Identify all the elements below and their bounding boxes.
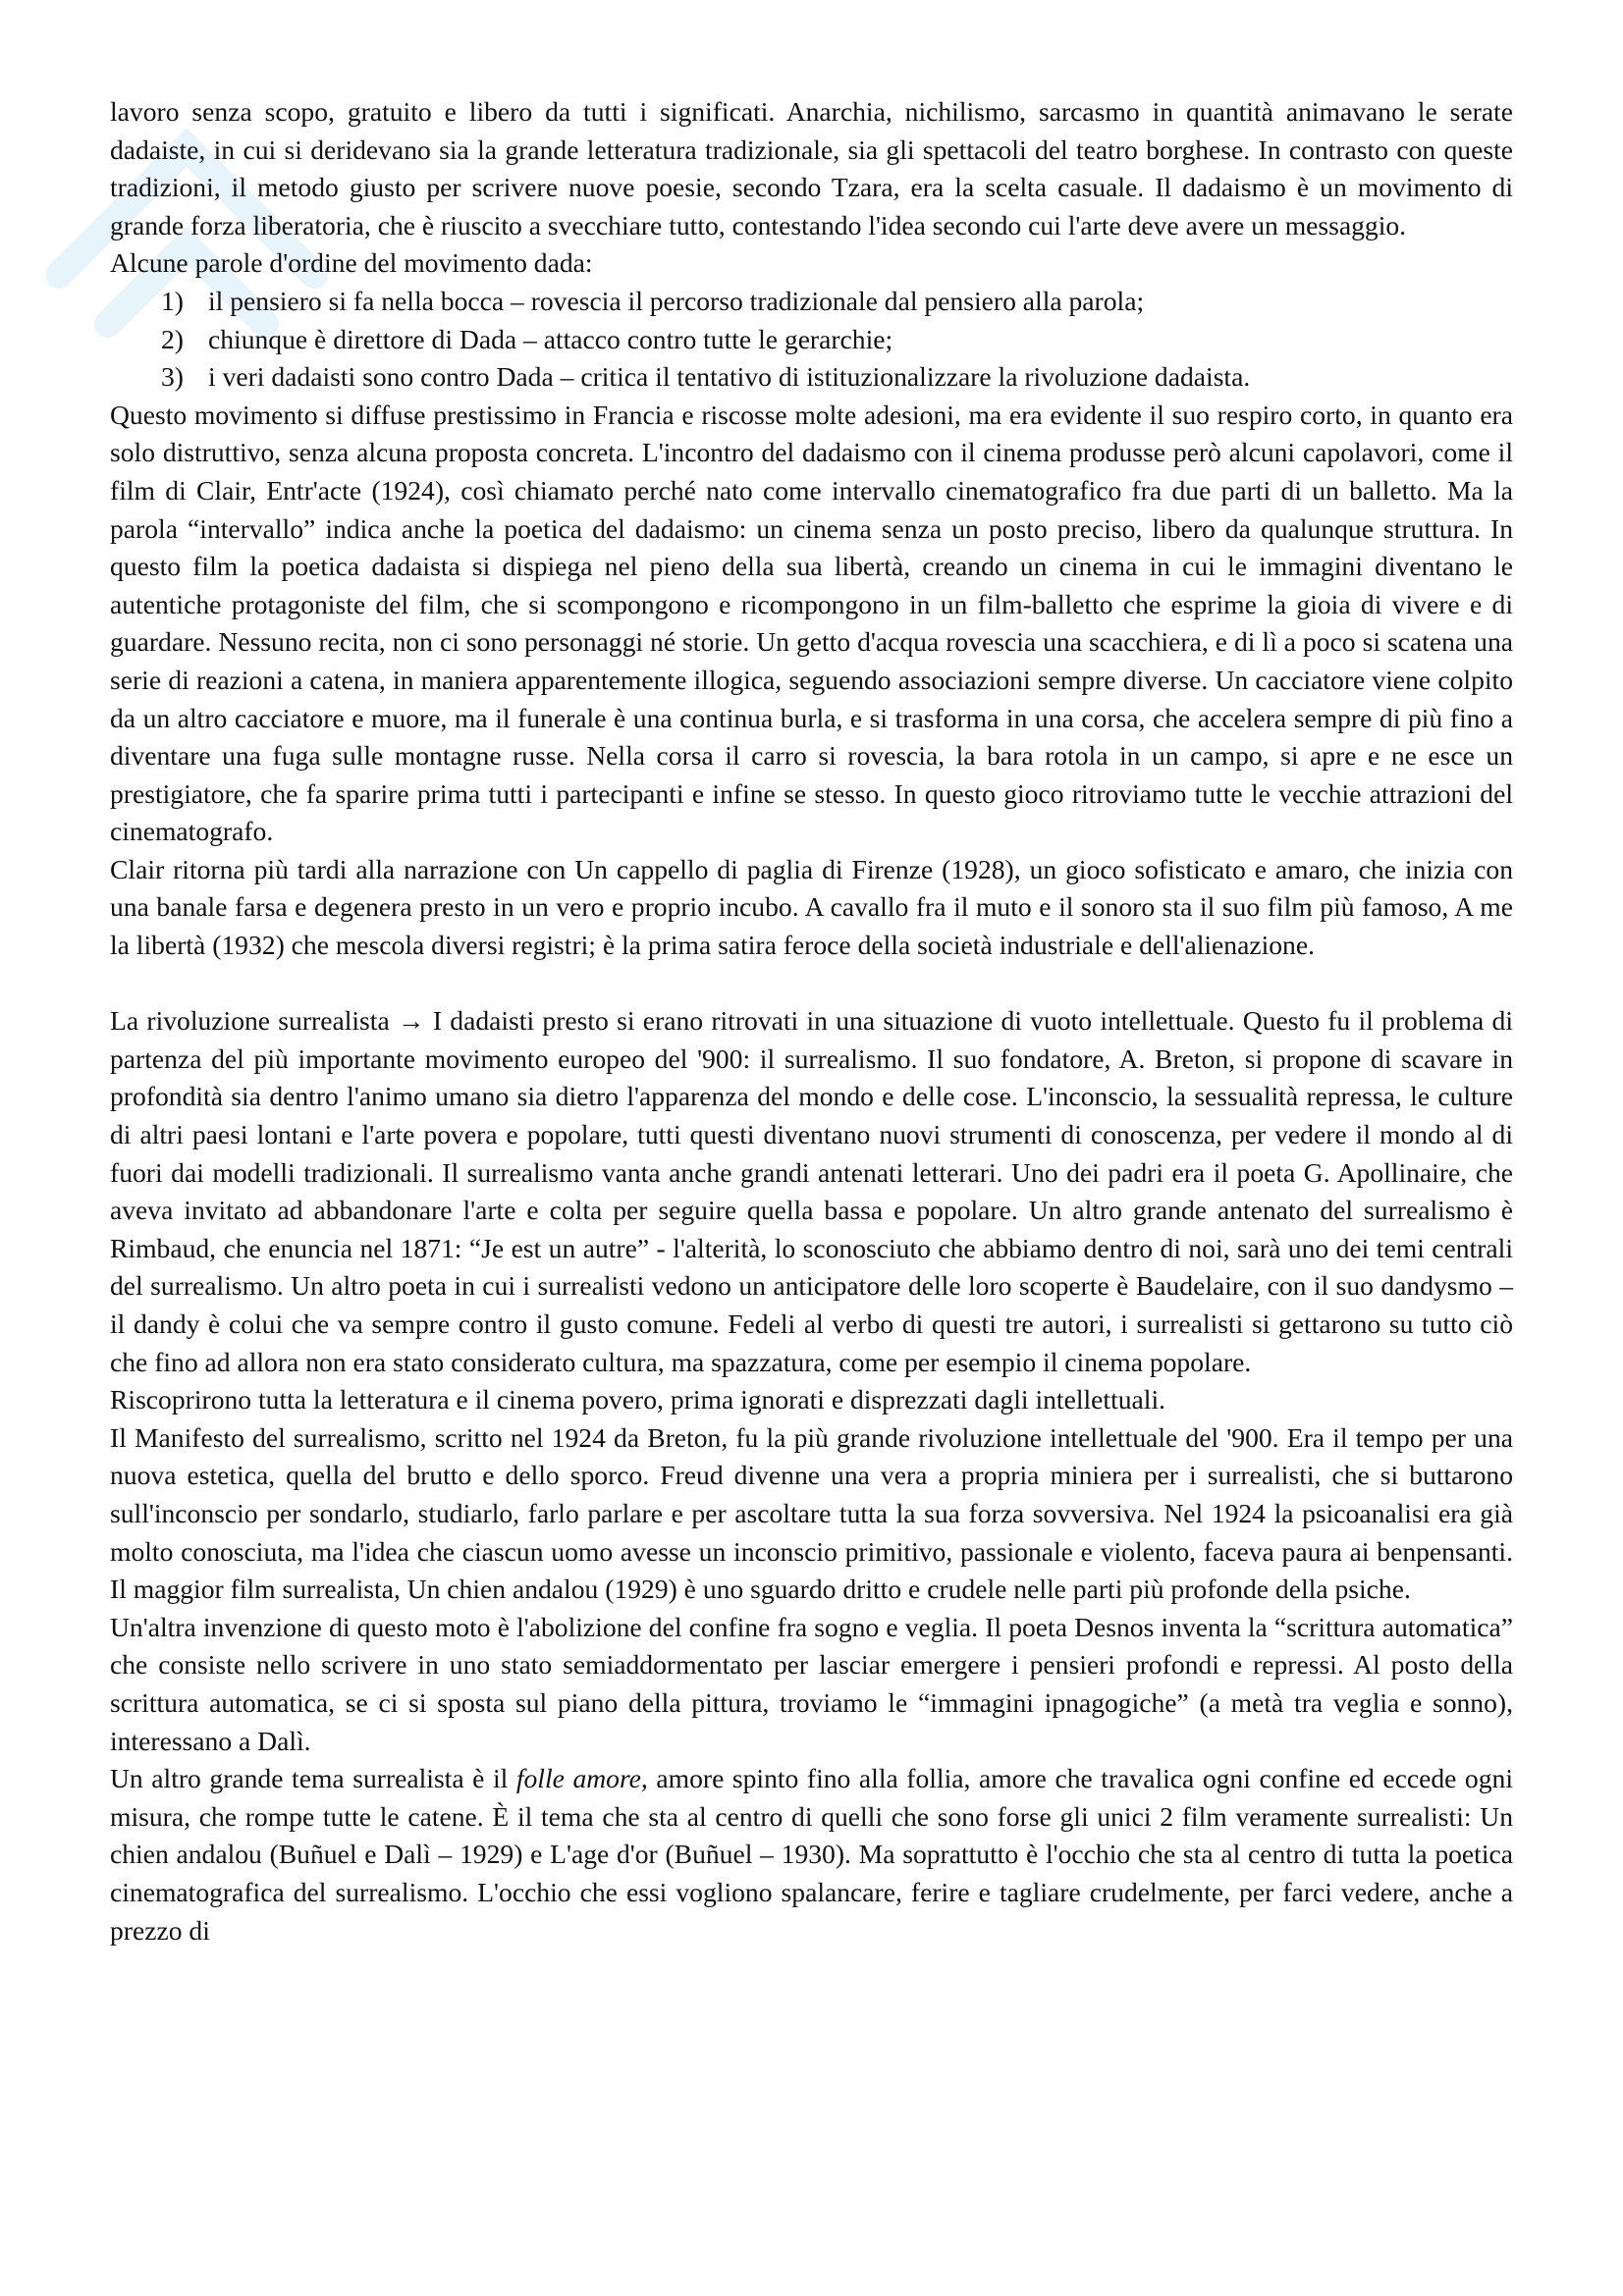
- list-item: [110, 283, 1513, 321]
- list-number: 2): [161, 323, 184, 354]
- paragraph-dada-slogans-intro: Alcune parole d'ordine del movimento dada:: [110, 247, 593, 279]
- blank-line: [110, 965, 1513, 1003]
- paragraph-dadaism-intro: lavoro senza scopo, gratuito e libero da tutti i significati. Anarchia, nichilismo, sarcasmo in quantità animavano le serate dadaiste, in cui si deridevano sia la grande letteratura tradizionale, sia gli spettacoli del teatro borghese. In contrasto con queste tradizioni, il metodo giusto per scrivere nuove poesie, secondo Tzara, era la scelta casuale. Il dadaismo è un movimento di grande forza liberatoria, che è riuscito a svecchiare tutto, contestando l'idea secondo cui l'arte deve avere un messaggio.: [110, 96, 1513, 240]
- text-segment: Un altro grande tema surrealista è il: [110, 1763, 516, 1794]
- paragraph-surrealist-revolution: La rivoluzione surrealista → I dadaisti presto si erano ritrovati in una situazione di vuoto intellettuale. Questo fu il problema di partenza del più importante movimento europeo del '900: il surrealismo. Il suo fondatore, A. Breton, si propone di scavare in profondità sia dentro l'animo umano sia dietro l'apparenza del mondo e delle cose. L'inconscio, la sessualità repressa, le culture di altri paesi lontani e l'arte povera e popolare, tutti questi diventano nuovi strumenti di conoscenza, per vedere il mondo al di fuori dai modelli tradizionali. Il surrealismo vanta anche grandi antenati letterari. Uno dei padri era il poeta G. Apollinaire, che aveva invitato ad abbandonare l'arte e colta per seguire quella bassa e popolare. Un altro grande antenato del surrealismo è Rimbaud, che enuncia nel 1871: “Je est un autre” - l'alterità, lo sconosciuto che abbiamo dentro di noi, sarà uno dei temi centrali del surrealismo. Un altro poeta in cui i surrealisti vedono un anticipatore delle loro scoperte è Baudelaire, con il suo dandysmo – il dandy è colui che va sempre contro il gusto comune. Fedeli al verbo di questi tre autori, i surrealisti si gettarono su tutto ciò che fino ad allora non era stato considerato cultura, ma spazzatura, come per esempio il cinema popolare.: [110, 1005, 1513, 1377]
- paragraph-manifesto: Il Manifesto del surrealismo, scritto nel 1924 da Breton, fu la più grande rivoluzione intellettuale del '900. Era il tempo per una nuova estetica, quella del brutto e dello sporco. Freud divenne una vera a propria miniera per i surrealisti, che si buttarono sull'inconscio per sondarlo, studiarlo, farlo parlare e per ascoltare tutta la sua forza sovversiva. Nel 1924 la psicoanalisi era già molto conosciuta, ma l'idea che ciascun uomo avesse un inconscio primitivo, passionale e violento, faceva paura ai benpensanti. Il maggior film surrealista, Un chien andalou (1929) è uno sguardo dritto e crudele nelle parti più profonde della psiche.: [110, 1421, 1513, 1605]
- paragraph-rediscovery: Riscoprirono tutta la letteratura e il cinema povero, prima ignorati e disprezzati dagli intellettuali.: [110, 1384, 1166, 1415]
- paragraph-clair: Clair ritorna più tardi alla narrazione con Un cappello di paglia di Firenze (1928), un gioco sofisticato e amaro, che inizia con una banale farsa e degenera presto in un vero e proprio incubo. A cavallo fra il muto e il sonoro sta il suo film più famoso, A me la libertà (1932) che mescola diversi registri; è la prima satira feroce della società industriale e dell'alienazione.: [110, 853, 1513, 961]
- list-text: i veri dadaisti sono contro Dada – critica il tentativo di istituzionalizzare la rivoluzione dadaista.: [208, 361, 1251, 393]
- list-text: chiunque è direttore di Dada – attacco contro tutte le gerarchie;: [208, 323, 893, 354]
- text-segment: amore spinto fino alla follia, amore che travalica ogni confine ed eccede ogni misura, che rompe tutte le catene. È il tema che sta al centro di quelli che sono forse gli unici 2 film veramente surrealisti: Un chien andalou (Buñuel e Dalì – 1929) e L'age d'or (Buñuel – 1930). Ma soprattutto è l'occhio che sta al centro di tutta la poetica cinematografica del surrealismo. L'occhio che essi vogliono spalancare, ferire e tagliare crudelmente, per farci vedere, anche a prezzo di: [110, 1763, 1513, 1946]
- list-item: [110, 358, 1513, 397]
- list-number: 3): [161, 361, 184, 393]
- paragraph-automatic-writing: Un'altra invenzione di questo moto è l'abolizione del confine fra sogno e veglia. Il poeta Desnos inventa la “scrittura automatica” che consiste nello scrivere in uno stato semiaddormentato per lasciar emergere i pensieri profondi e repressi. Al posto della scrittura automatica, se ci si sposta sul piano della pittura, troviamo le “immagini ipnagogiche” (a metà tra veglia e sonno), interessano a Dalì.: [110, 1611, 1513, 1756]
- paragraph-entracte: Questo movimento si diffuse prestissimo in Francia e riscosse molte adesioni, ma era evidente il suo respiro corto, in quanto era solo distruttivo, senza alcuna proposta concreta. L'incontro del dadaismo con il cinema produsse però alcuni capolavori, come il film di Clair, Entr'acte (1924), così chiamato perché nato come intervallo cinematografico fra due parti di un balletto. Ma la parola “intervallo” indica anche la poetica del dadaismo: un cinema senza un posto preciso, libero da qualunque struttura. In questo film la poetica dadaista si dispiega nel pieno della sua libertà, creando un cinema in cui le immagini diventano le autentiche protagoniste del film, che si scompongono e ricompongono in un film-balletto che esprime la gioia di vivere e di guardare. Nessuno recita, non ci sono personaggi né storie. Un getto d'acqua rovescia una scacchiera, e di lì a poco si scatena una serie di reazioni a catena, in maniera apparentemente illogica, seguendo associazioni sempre diverse. Un cacciatore viene colpito da un altro cacciatore e muore, ma il funerale è una continua burla, e si trasforma in una corsa, che accelera sempre di più fino a diventare una fuga sulle montagne russe. Nella corsa il carro si rovescia, la bara rotola in un campo, si apre e ne esce un prestigiatore, che fa sparire prima tutti i partecipanti e infine se stesso. In questo gioco ritroviamo tutte le vecchie attrazioni del cinematografo.: [110, 399, 1513, 847]
- list-item: [110, 321, 1513, 359]
- italic-term: folle amore,: [515, 1763, 648, 1794]
- list-number: 1): [161, 285, 184, 316]
- paragraph-folle-amore: [110, 1760, 1513, 1949]
- dada-slogans-list: [110, 283, 1513, 397]
- list-text: il pensiero si fa nella bocca – rovescia il percorso tradizionale dal pensiero alla parola;: [208, 285, 1145, 316]
